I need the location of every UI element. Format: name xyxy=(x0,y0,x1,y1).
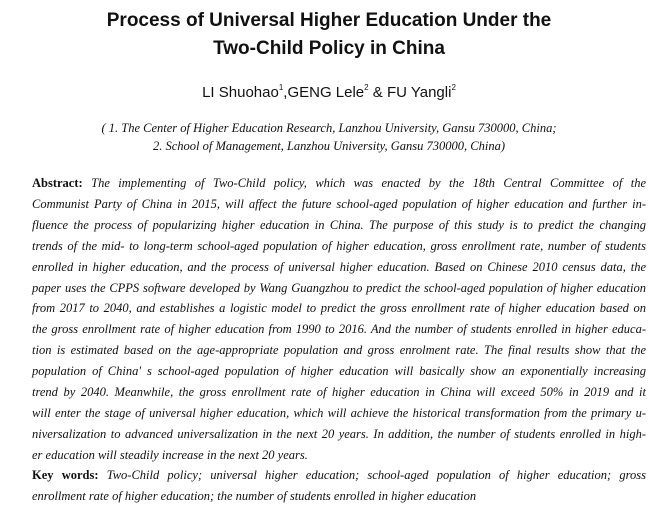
author-name: LI Shuohao xyxy=(202,84,279,101)
abstract-line: trend by 2040. Meanwhile, the gross enrollment rate of higher education in China will exceed 50% in 2019 and it xyxy=(32,385,646,400)
affiliation-line-2: 2. School of Management, Lanzhou University, Gansu 730000, China) xyxy=(152,139,506,153)
keywords-label: Key words: xyxy=(32,468,99,482)
abstract-line: niversalization to advanced universalization in the next 20 years. In addition, the number of students enrolled in high- xyxy=(32,426,646,441)
abstract-line: er education will steadily increase in the next 20 years. xyxy=(32,447,308,462)
author-affiliation-mark: 2 xyxy=(364,83,369,92)
abstract-line: fluence the process of popularizing higher education in China. The purpose of this study is to predict the changing xyxy=(32,217,646,232)
abstract-line: Communist Party of China in 2015, will affect the future school-aged population of higher education and further in- xyxy=(32,196,646,211)
keywords-line xyxy=(32,465,646,486)
author-joiner: & xyxy=(372,84,383,101)
abstract-line: the gross enrollment rate of higher education from 1990 to 2016. And the number of students enrolled in higher educa- xyxy=(32,322,646,337)
keywords-line: enrollment rate of higher education; the number of students enrolled in higher education xyxy=(32,488,477,503)
abstract-paragraph xyxy=(32,173,646,466)
abstract-line: population of China' s school-aged population of higher education will basically show an exponentially increasing xyxy=(32,364,646,379)
abstract-line: will enter the stage of universal higher education, which will achieve the historical transformation from the primary u- xyxy=(32,405,646,420)
abstract-line: from 2017 to 2040, and establishes a logistic model to predict the gross enrollment rate of higher education based on xyxy=(32,301,646,316)
author-affiliation-mark: 1 xyxy=(278,83,284,92)
abstract-line: tion is estimated based on the age-appropriate population and gross enrolment rate. The final results show that the xyxy=(32,343,646,358)
author-affiliation-mark: 2 xyxy=(451,83,456,92)
keywords-line-text: Two-Child policy; universal higher education; school-aged population of higher education; gross xyxy=(106,468,646,482)
affiliation-line-1: ( 1. The Center of Higher Education Research, Lanzhou University, Gansu 730000, China; xyxy=(101,121,557,135)
abstract-label: Abstract: xyxy=(32,176,83,190)
author-list: LI Shuohao$^1$,GENG Lele$^2$ & FU Yangli$^2$ xyxy=(202,83,456,101)
abstract-line: paper uses the CPPS software developed by Wang Guangzhou to predict the school-aged population of higher education xyxy=(32,280,646,295)
abstract-line xyxy=(32,173,646,194)
paper-title-line-2: Two-Child Policy in China xyxy=(213,38,445,59)
author-name: FU Yangli xyxy=(386,84,452,101)
author-name: GENG Lele xyxy=(287,84,365,101)
keywords-section xyxy=(32,465,646,507)
abstract-line: enrolled in higher education, and the process of universal higher education. Based on Chinese 2010 census data, the xyxy=(32,259,646,274)
abstract-line: trends of the mid- to long-term school-aged population of higher education, gross enrollment rate, number of students xyxy=(32,238,646,253)
abstract-line-text: The implementing of Two-Child policy, which was enacted by the 18th Central Committee of the xyxy=(91,176,646,190)
paper-title-line-1: Process of Universal Higher Education Under the xyxy=(106,10,552,31)
